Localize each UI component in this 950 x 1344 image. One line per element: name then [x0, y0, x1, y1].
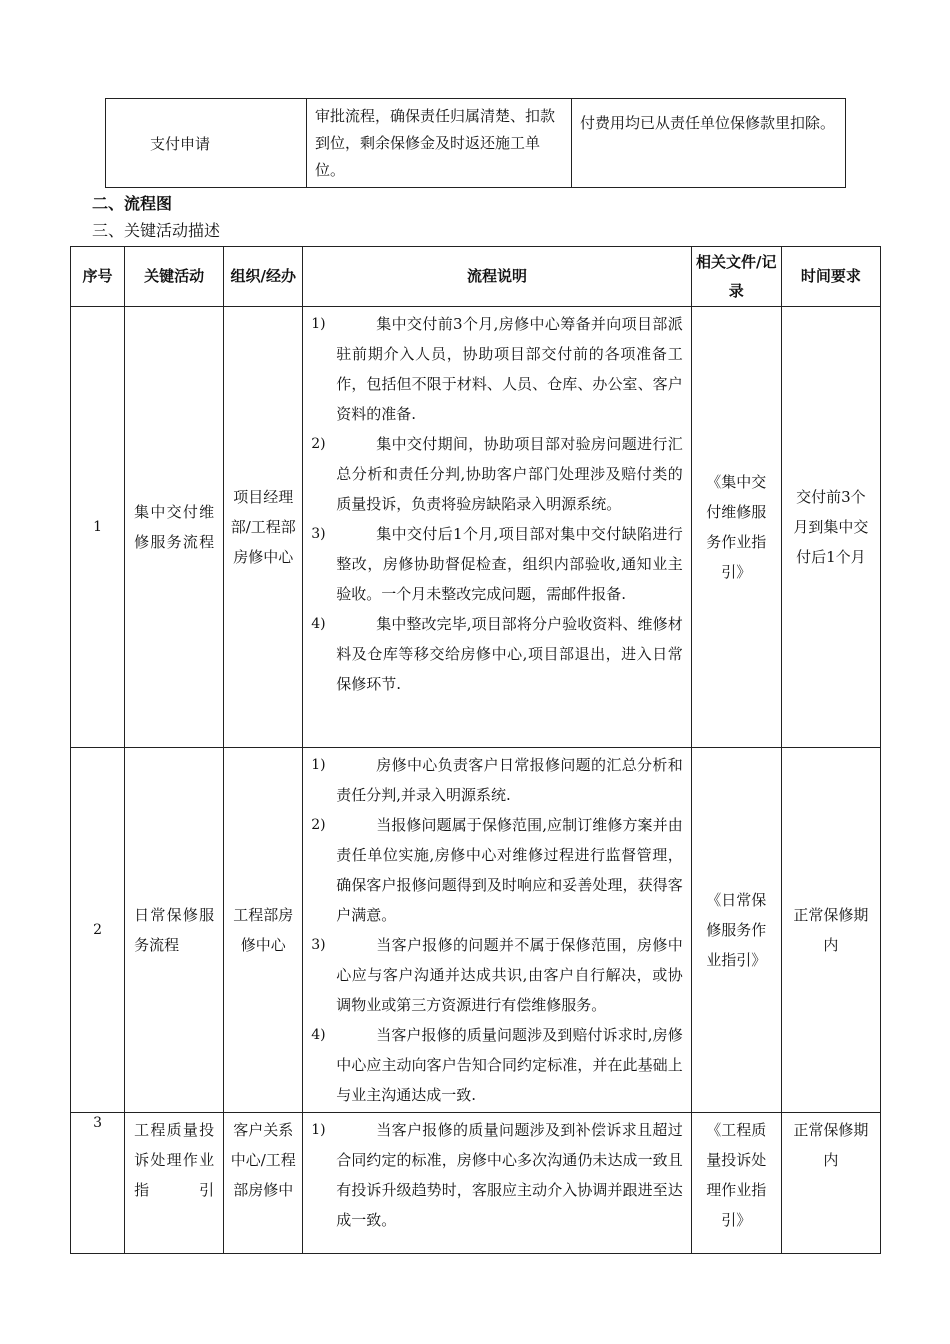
list-item — [311, 1115, 682, 1235]
item-text: 房修中心负责客户日常报修问题的汇总分析和责任分判,并录入明源系统. — [336, 756, 683, 804]
row-docs: 《日常保修服务作业指引》 — [691, 748, 781, 1113]
flowchart-heading: 二、流程图 — [92, 194, 173, 213]
row-no: 1 — [71, 307, 125, 748]
list-item — [311, 1020, 682, 1110]
table-header-row — [71, 247, 881, 307]
header-time: 时间要求 — [781, 247, 880, 307]
payment-table — [105, 98, 846, 188]
item-number: 1) — [311, 316, 326, 332]
key-activities-heading: 三、关键活动描述 — [92, 221, 221, 240]
table-row — [71, 307, 881, 748]
header-desc: 流程说明 — [303, 247, 691, 307]
item-number: 2) — [311, 436, 326, 452]
list-item — [311, 429, 682, 519]
item-number: 4) — [311, 616, 326, 632]
row-no: 2 — [71, 748, 125, 1113]
key-activities-table — [70, 246, 881, 1254]
item-number: 1) — [311, 757, 326, 773]
row-activity: 工程质量投诉处理作业指引 — [125, 1113, 224, 1254]
list-item — [311, 309, 682, 429]
item-text: 集中交付期间，协助项目部对验房问题进行汇总分析和责任分判,协助客户部门处理涉及赔付类的质量投诉，负责将验房缺陷录入明源系统。 — [336, 435, 683, 513]
list-item — [311, 750, 682, 810]
table-row — [106, 99, 846, 188]
header-org: 组织/经办 — [224, 247, 303, 307]
header-no: 序号 — [71, 247, 125, 307]
table-row — [71, 748, 881, 1113]
item-text: 集中交付前3个月,房修中心筹备并向项目部派驻前期介入人员，协助项目部交付前的各项准备工作，包括但不限于材料、人员、仓库、办公室、客户资料的准备. — [336, 315, 683, 423]
row-docs: 《工程质量投诉处理作业指引》 — [691, 1113, 781, 1254]
row-description — [303, 1113, 691, 1254]
item-text: 当报修问题属于保修范围,应制订维修方案并由责任单位实施,房修中心对维修过程进行监督管理，确保客户报修问题得到及时响应和妥善处理，获得客户满意。 — [336, 816, 683, 924]
header-docs: 相关文件/记录 — [691, 247, 781, 307]
payment-note-text: 付费用均已从责任单位保修款里扣除。 — [572, 99, 846, 188]
row-org: 客户关系中心/工程部房修中 — [224, 1113, 303, 1254]
item-number: 3) — [311, 937, 326, 953]
header-activity: 关键活动 — [125, 247, 224, 307]
row-description — [303, 307, 691, 748]
item-number: 2) — [311, 817, 326, 833]
row-time: 正常保修期内 — [781, 748, 880, 1113]
list-item — [311, 519, 682, 609]
row-org: 工程部房修中心 — [224, 748, 303, 1113]
item-text: 当客户报修的问题并不属于保修范围，房修中心应与客户沟通并达成共识,由客户自行解决，或协调物业或第三方资源进行有偿维修服务。 — [336, 936, 683, 1014]
payment-label: 支付申请 — [106, 99, 307, 188]
table-row — [71, 1113, 881, 1254]
row-description — [303, 748, 691, 1113]
row-docs: 《集中交付维修服务作业指引》 — [691, 307, 781, 748]
item-text: 集中交付后1个月,项目部对集中交付缺陷进行整改，房修协助督促检查，组织内部验收,通知业主验收。一个月未整改完成问题，需邮件报备. — [336, 525, 683, 603]
row-no: 3 — [71, 1113, 125, 1254]
list-item — [311, 810, 682, 930]
item-text: 集中整改完毕,项目部将分户验收资料、维修材料及仓库等移交给房修中心,项目部退出，进入日常保修环节. — [336, 615, 683, 693]
list-item — [311, 930, 682, 1020]
item-number: 1) — [311, 1122, 326, 1138]
row-activity: 日常保修服务流程 — [125, 748, 224, 1113]
item-number: 4) — [311, 1027, 326, 1043]
row-time: 正常保修期内 — [781, 1113, 880, 1254]
list-item — [311, 609, 682, 699]
payment-process-text: 审批流程，确保责任归属清楚、扣款到位，剩余保修金及时返还施工单位。 — [307, 99, 572, 188]
row-time: 交付前3个月到集中交付后1个月 — [781, 307, 880, 748]
item-text: 当客户报修的质量问题涉及到赔付诉求时,房修中心应主动向客户告知合同约定标准，并在此基础上与业主沟通达成一致. — [336, 1026, 683, 1104]
row-org: 项目经理部/工程部房修中心 — [224, 307, 303, 748]
row-activity: 集中交付维修服务流程 — [125, 307, 224, 748]
item-text: 当客户报修的质量问题涉及到补偿诉求且超过合同约定的标准，房修中心多次沟通仍未达成一致且有投诉升级趋势时，客服应主动介入协调并跟进至达成一致。 — [336, 1121, 683, 1229]
item-number: 3) — [311, 526, 326, 542]
